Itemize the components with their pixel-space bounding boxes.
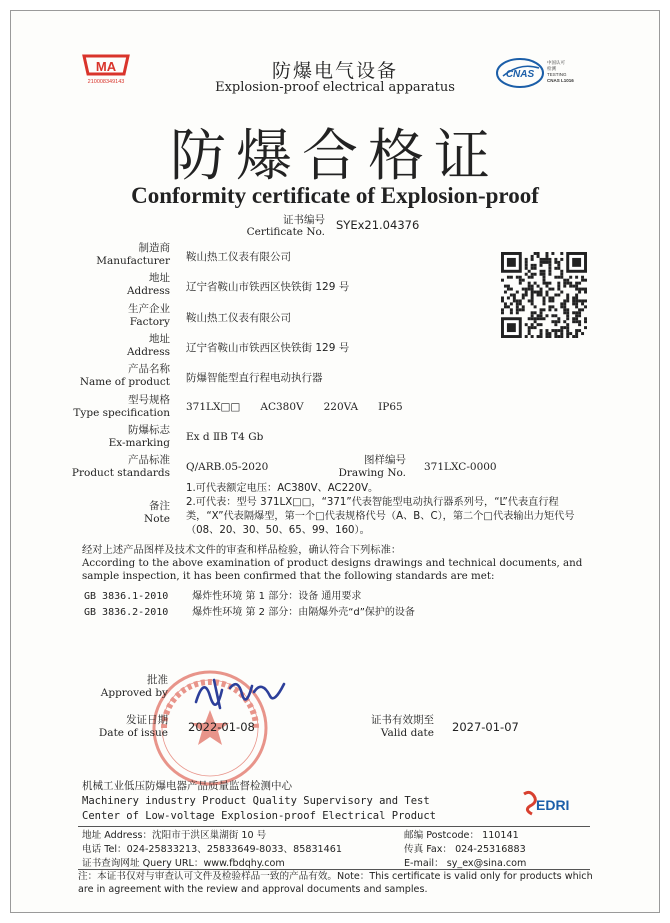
certificate-no-value: SYEx21.04376 bbox=[336, 218, 420, 232]
address-label: 地址 Address bbox=[126, 272, 170, 297]
standards-intro: 经对上述产品图样及技术文件的审查和样品检验，确认符合下列标准： According to the above examination of product designs drawings and technical documents, and sample inspection, it has been confirmed that the following standards are met: bbox=[82, 544, 583, 582]
manufacturer-label: 制造商 Manufacturer bbox=[96, 242, 170, 267]
type-value: 371LX□□ AC380V 220VA IP65 bbox=[186, 401, 403, 413]
manufacturer-value: 鞍山热工仪表有限公司 bbox=[186, 251, 291, 263]
note-line-2: 2.可代表：型号 371LX□□，“371”代表智能型电动执行器系列号，“L”代表直行程类，“X”代表隔爆型，第一个□代表规格代号（A、B、C），第二个□代表输出力矩代号（08、20、30、50、65、99、160）。 bbox=[186, 497, 575, 536]
contact-left bbox=[82, 829, 342, 871]
standards-list bbox=[82, 588, 417, 622]
factory-address-label: 地址 Address bbox=[126, 333, 170, 358]
valid-date-label: 证书有效期至 Valid date bbox=[371, 714, 434, 739]
contact-address: 地址 Address：沈阳市于洪区巢湖街 10 号 bbox=[82, 830, 267, 841]
footnote: 注：本证书仅对与审查认可文件及检验样品一致的产品有效。Note：This certificate is valid only for products which are in agreement with the review and approval documents and samples. bbox=[78, 871, 593, 895]
cnas-small-3: TESTING bbox=[547, 72, 567, 77]
ma-logo-text: MA bbox=[95, 59, 117, 74]
issue-date-value: 2022-01-08 bbox=[188, 720, 255, 734]
certificate-title-cn: 防爆合格证 bbox=[170, 124, 500, 189]
organization-name-en-1: Machinery industry Product Quality Supervisory and Test bbox=[82, 795, 430, 807]
product-standards-value: Q/ARB.05-2020 bbox=[186, 461, 269, 473]
title-cn: 防爆电气设备 bbox=[271, 60, 398, 82]
cnas-small-1: 中国认可 bbox=[547, 61, 565, 66]
product-standards-label: 产品标准 Product standards bbox=[71, 454, 170, 479]
standard-desc: 爆炸性环境 第 1 部分：设备 通用要求 bbox=[192, 591, 362, 602]
cnas-small-4: CNAS L1016 bbox=[547, 78, 574, 83]
address-value: 辽宁省鞍山市铁西区快铁街 129 号 bbox=[186, 281, 350, 293]
product-label: 产品名称 Name of product bbox=[79, 363, 170, 388]
certificate-no-label: 证书编号 Certificate No. bbox=[246, 214, 325, 238]
contact-tel: 电话 Tel：024-25833213、25833649-8033、85831461 bbox=[82, 844, 342, 855]
contact-email: E-mail： sy_ex@sina.com bbox=[404, 858, 527, 869]
contact-fax: 传真 Fax： 024-25316883 bbox=[404, 844, 526, 855]
contact-right bbox=[404, 829, 526, 871]
note-line-1: 1.可代表额定电压：AC380V、AC220V。 bbox=[186, 483, 379, 494]
edri-logo-icon bbox=[520, 788, 584, 816]
edri-logo-text: EDRI bbox=[536, 797, 570, 813]
ex-marking-value: Ex d ⅡB T4 Gb bbox=[186, 431, 264, 443]
standard-row bbox=[84, 590, 415, 604]
organization-name-en-2: Center of Low-voltage Explosion-proof Electrical Product bbox=[82, 810, 437, 822]
valid-date-value: 2027-01-07 bbox=[452, 720, 519, 734]
title-en: Explosion-proof electrical apparatus bbox=[215, 80, 455, 95]
organization-name-cn: 机械工业低压防爆电器产品质量监督检测中心 bbox=[82, 780, 292, 792]
factory-label: 生产企业 Factory bbox=[128, 303, 170, 328]
factory-address-value: 辽宁省鞍山市铁西区快铁街 129 号 bbox=[186, 342, 350, 354]
ex-marking-label: 防爆标志 Ex-marking bbox=[108, 424, 170, 449]
note-label: 备注 Note bbox=[144, 500, 170, 525]
issue-date-label: 发证日期 Date of issue bbox=[98, 714, 168, 739]
standard-desc: 爆炸性环境 第 2 部分：由隔爆外壳“d”保护的设备 bbox=[192, 607, 415, 618]
drawing-no-value: 371LXC-0000 bbox=[424, 461, 497, 473]
standard-code: GB 3836.2-2010 bbox=[84, 607, 169, 618]
notes-block bbox=[186, 482, 596, 538]
cnas-logo-text: CNAS bbox=[505, 69, 535, 80]
standard-row bbox=[84, 606, 415, 620]
cnas-small-2: 检测 bbox=[547, 67, 556, 72]
divider bbox=[78, 826, 590, 827]
factory-value: 鞍山热工仪表有限公司 bbox=[186, 312, 291, 324]
standard-code: GB 3836.1-2010 bbox=[84, 591, 169, 602]
contact-postcode: 邮编 Postcode： 110141 bbox=[404, 830, 519, 841]
drawing-no-label: 图样编号 Drawing No. bbox=[338, 454, 406, 479]
approved-by-label: 批准 Approved by bbox=[100, 674, 168, 699]
signature-icon bbox=[190, 668, 290, 716]
qr-code-icon bbox=[501, 252, 587, 338]
contact-url: 证书查询网址 Query URL：www.fbdqhy.com bbox=[82, 858, 285, 869]
product-value: 防爆智能型直行程电动执行器 bbox=[186, 372, 323, 384]
ma-number: 210008349143 bbox=[87, 79, 125, 85]
certificate-title-en: Conformity certificate of Explosion-proof bbox=[131, 183, 539, 208]
type-label: 型号规格 Type specification bbox=[73, 394, 170, 419]
